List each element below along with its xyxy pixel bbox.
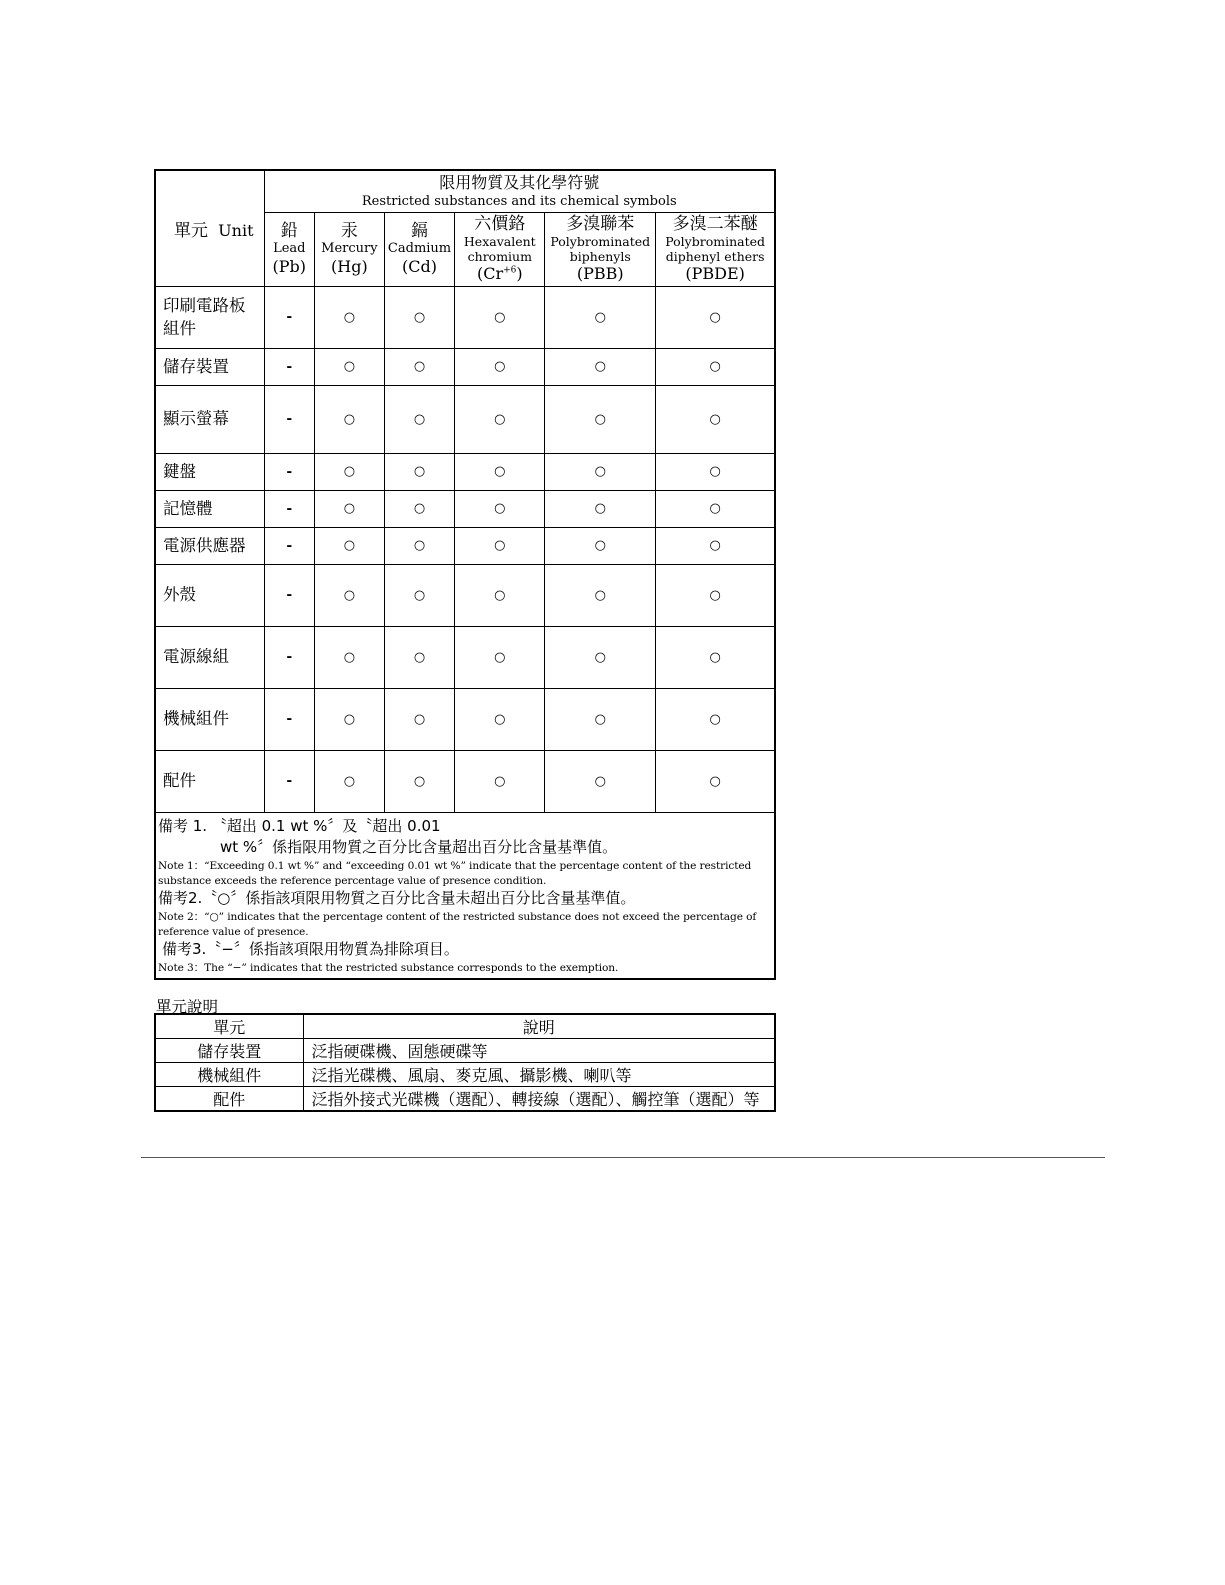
symbol-base: (Cr bbox=[476, 264, 504, 284]
mercury-value: ○ bbox=[315, 490, 385, 527]
pbde-value: ○ bbox=[656, 527, 775, 564]
chromium-value: ○ bbox=[455, 564, 545, 626]
part-name: 印刷電路板 組件 bbox=[155, 286, 264, 348]
table-row bbox=[155, 490, 775, 527]
note1-zh-line2: wt %〞係指限用物質之百分比含量超出百分比含量基準值。 bbox=[220, 838, 618, 857]
mercury-value: ○ bbox=[315, 286, 385, 348]
substance-en: Lead bbox=[273, 241, 306, 257]
substance-pbde-header bbox=[656, 212, 775, 286]
part-name: 配件 bbox=[155, 750, 264, 812]
table-row bbox=[155, 750, 775, 812]
lead-value: - bbox=[264, 286, 314, 348]
symbol-end: ) bbox=[516, 264, 523, 284]
pbb-value: ○ bbox=[545, 385, 656, 453]
note3-en: Note 3：The “−” indicates that the restricted substance corresponds to the exemption. bbox=[158, 961, 619, 974]
chromium-value: ○ bbox=[455, 527, 545, 564]
substance-zh: 六價鉻 bbox=[474, 213, 526, 234]
pbde-value: ○ bbox=[656, 626, 775, 688]
table-row bbox=[155, 626, 775, 688]
substance-zh: 鎘 bbox=[411, 220, 429, 241]
substance-symbol: (PBDE) bbox=[685, 264, 745, 284]
legend-unit: 配件 bbox=[155, 1087, 303, 1112]
note3-zh: 備考3.〝−〞係指該項限用物質為排除項目。 bbox=[162, 940, 459, 959]
legend-desc: 泛指光碟機、風扇、麥克風、攝影機、喇叭等 bbox=[303, 1063, 775, 1087]
cadmium-value: ○ bbox=[384, 286, 455, 348]
part-name: 鍵盤 bbox=[155, 453, 264, 490]
cadmium-value: ○ bbox=[384, 453, 455, 490]
chromium-value: ○ bbox=[455, 286, 545, 348]
table-row bbox=[155, 286, 775, 348]
cadmium-value: ○ bbox=[384, 626, 455, 688]
part-name: 電源供應器 bbox=[155, 527, 264, 564]
legend-row bbox=[155, 1039, 775, 1063]
restricted-substances-table bbox=[154, 169, 776, 980]
substance-zh: 汞 bbox=[340, 220, 358, 241]
table-row bbox=[155, 453, 775, 490]
unit-explanation-table bbox=[154, 1013, 776, 1112]
unit-header bbox=[155, 170, 264, 286]
pbb-value: ○ bbox=[545, 688, 656, 750]
table-row bbox=[155, 385, 775, 453]
chromium-value: ○ bbox=[455, 490, 545, 527]
substance-chromium-header bbox=[455, 212, 545, 286]
substance-pbb-header bbox=[545, 212, 656, 286]
part-name: 機械組件 bbox=[155, 688, 264, 750]
substance-zh: 鉛 bbox=[280, 220, 298, 241]
substance-symbol: (PBB) bbox=[576, 264, 624, 284]
cadmium-value: ○ bbox=[384, 348, 455, 385]
lead-value: - bbox=[264, 626, 314, 688]
chromium-value: ○ bbox=[455, 626, 545, 688]
pbb-value: ○ bbox=[545, 453, 656, 490]
pbb-value: ○ bbox=[545, 286, 656, 348]
table-row bbox=[155, 348, 775, 385]
substance-lead-header bbox=[264, 212, 314, 286]
part-name: 電源線組 bbox=[155, 626, 264, 688]
mercury-value: ○ bbox=[315, 527, 385, 564]
substance-zh: 多溴二苯醚 bbox=[672, 213, 758, 234]
cadmium-value: ○ bbox=[384, 490, 455, 527]
pbb-value: ○ bbox=[545, 626, 656, 688]
pbde-value: ○ bbox=[656, 286, 775, 348]
cadmium-value: ○ bbox=[384, 750, 455, 812]
substance-en-line2: chromium bbox=[467, 249, 532, 265]
substance-symbol bbox=[455, 264, 544, 283]
substance-en-line1: Polybrominated bbox=[665, 234, 766, 250]
pbde-value: ○ bbox=[656, 385, 775, 453]
pbb-value: ○ bbox=[545, 490, 656, 527]
unit-explanation-title: 單元說明 bbox=[156, 998, 219, 1016]
symbol-superscript: +6 bbox=[503, 265, 517, 276]
chromium-value: ○ bbox=[455, 453, 545, 490]
legend-row bbox=[155, 1063, 775, 1087]
substance-en-line1: Hexavalent bbox=[463, 234, 536, 250]
mercury-value: ○ bbox=[315, 385, 385, 453]
lead-value: - bbox=[264, 490, 314, 527]
footer-divider bbox=[141, 1157, 1105, 1158]
substance-symbol: (Cd) bbox=[402, 256, 438, 276]
legend-col-desc: 說明 bbox=[303, 1014, 775, 1039]
mercury-value: ○ bbox=[315, 453, 385, 490]
cadmium-value: ○ bbox=[384, 688, 455, 750]
chromium-value: ○ bbox=[455, 348, 545, 385]
mercury-value: ○ bbox=[315, 348, 385, 385]
part-name: 儲存裝置 bbox=[155, 348, 264, 385]
unit-header-en: Unit bbox=[218, 220, 254, 240]
part-name: 記憶體 bbox=[155, 490, 264, 527]
pbb-value: ○ bbox=[545, 750, 656, 812]
legend-row bbox=[155, 1087, 775, 1112]
substance-symbol: (Pb) bbox=[272, 256, 307, 276]
mercury-value: ○ bbox=[315, 750, 385, 812]
legend-header-row bbox=[155, 1014, 775, 1039]
lead-value: - bbox=[264, 385, 314, 453]
lead-value: - bbox=[264, 750, 314, 812]
substance-symbol: (Hg) bbox=[331, 256, 368, 276]
legend-unit: 機械組件 bbox=[155, 1063, 303, 1087]
substance-en: Cadmium bbox=[387, 241, 452, 257]
note1-zh-line1: 備考 1. 〝超出 0.1 wt %〞及〝超出 0.01 bbox=[158, 816, 441, 835]
table-row bbox=[155, 527, 775, 564]
part-name: 顯示螢幕 bbox=[155, 385, 264, 453]
pbde-value: ○ bbox=[656, 490, 775, 527]
mercury-value: ○ bbox=[315, 564, 385, 626]
substances-group-header bbox=[264, 170, 775, 212]
notes-cell bbox=[155, 812, 775, 979]
lead-value: - bbox=[264, 527, 314, 564]
pbb-value: ○ bbox=[545, 348, 656, 385]
chromium-value: ○ bbox=[455, 385, 545, 453]
substance-zh: 多溴聯苯 bbox=[566, 213, 635, 234]
cadmium-value: ○ bbox=[384, 527, 455, 564]
note2-en: Note 2：“○” indicates that the percentage content of the restricted substance does not exceed the percentage of reference value of presence. bbox=[158, 910, 757, 938]
pbde-value: ○ bbox=[656, 564, 775, 626]
substance-en: Mercury bbox=[321, 241, 378, 257]
group-title-zh: 限用物質及其化學符號 bbox=[439, 173, 600, 193]
pbde-value: ○ bbox=[656, 453, 775, 490]
chromium-value: ○ bbox=[455, 750, 545, 812]
unit-header-zh: 單元 bbox=[174, 220, 208, 241]
lead-value: - bbox=[264, 688, 314, 750]
substance-mercury-header bbox=[315, 212, 385, 286]
pbde-value: ○ bbox=[656, 750, 775, 812]
substance-en-line2: biphenyls bbox=[569, 249, 631, 265]
pbde-value: ○ bbox=[656, 348, 775, 385]
pbb-value: ○ bbox=[545, 564, 656, 626]
cadmium-value: ○ bbox=[384, 564, 455, 626]
mercury-value: ○ bbox=[315, 688, 385, 750]
substance-cadmium-header bbox=[384, 212, 455, 286]
table-row bbox=[155, 564, 775, 626]
pbde-value: ○ bbox=[656, 688, 775, 750]
lead-value: - bbox=[264, 348, 314, 385]
substance-en-line2: diphenyl ethers bbox=[665, 249, 765, 265]
note1-en: Note 1：“Exceeding 0.1 wt %” and “exceeding 0.01 wt %” indicate that the percentage content of the restricted substance exceeds the reference percentage value of presence condition. bbox=[158, 860, 752, 887]
pbb-value: ○ bbox=[545, 527, 656, 564]
legend-desc: 泛指外接式光碟機（選配）、轉接線（選配）、觸控筆（選配）等 bbox=[303, 1087, 775, 1112]
note2-zh: 備考2.〝○〞係指該項限用物質之百分比含量未超出百分比含量基準值。 bbox=[158, 889, 636, 908]
group-title-en: Restricted substances and its chemical symbols bbox=[361, 194, 677, 210]
mercury-value: ○ bbox=[315, 626, 385, 688]
lead-value: - bbox=[264, 453, 314, 490]
substance-en-line1: Polybrominated bbox=[550, 234, 651, 250]
legend-desc: 泛指硬碟機、固態硬碟等 bbox=[303, 1039, 775, 1063]
table-row bbox=[155, 688, 775, 750]
legend-unit: 儲存裝置 bbox=[155, 1039, 303, 1063]
cadmium-value: ○ bbox=[384, 385, 455, 453]
legend-col-unit: 單元 bbox=[155, 1014, 303, 1039]
lead-value: - bbox=[264, 564, 314, 626]
part-name: 外殼 bbox=[155, 564, 264, 626]
chromium-value: ○ bbox=[455, 688, 545, 750]
